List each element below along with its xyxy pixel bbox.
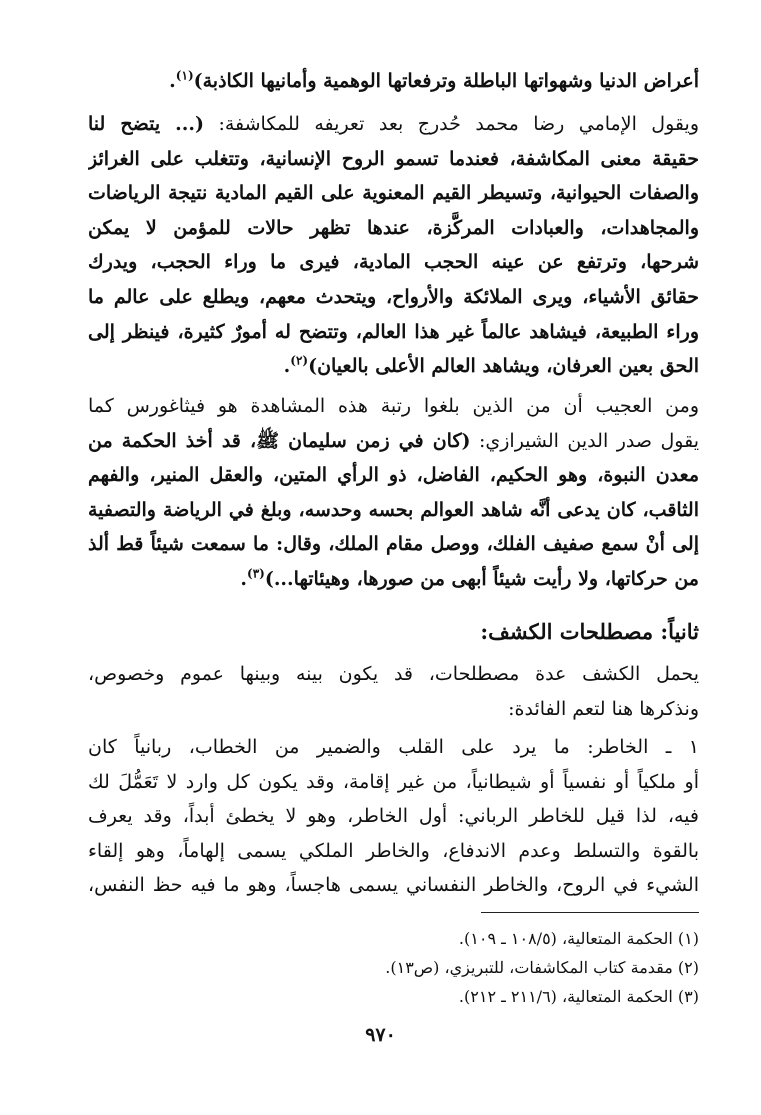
footnote-divider — [481, 912, 699, 913]
line-text: من حركاتها، ولا رأيت شيئاً أبهى من صورها، وهيئاتها...) — [264, 567, 699, 590]
line-tail: . — [169, 70, 176, 92]
text-line — [88, 389, 699, 424]
text-line — [88, 562, 699, 597]
text-line — [88, 868, 699, 903]
text-line — [88, 730, 699, 765]
line-pre: ١ ـ الخاطر: ما يرد على القلب والضمير من الخطاب، ربانياً كان — [88, 736, 699, 758]
text-line — [88, 245, 699, 280]
line-pre: ومن العجيب أن من الذين بلغوا رتبة هذه المشاهدة هو فيثاغورس كما — [88, 395, 699, 417]
footnote-1: (١) الحكمة المتعالية، (١٠٨/٥ ـ ١٠٩). — [458, 929, 699, 948]
line-text: حقائق الأشياء، ويرى الملائكة والأرواح، ويتحدث معهم، ويطلع على عالم ما — [88, 285, 699, 308]
footnote-ref: (٣) — [247, 566, 265, 581]
line-text: حقيقة معنى المكاشفة، فعندما تسمو الروح الإنسانية، وتتغلب على الغرائز — [88, 147, 699, 170]
paragraph-2 — [88, 107, 699, 384]
paragraph-3 — [88, 389, 699, 597]
paragraph-1 — [88, 64, 699, 99]
section-paragraph-1 — [88, 657, 699, 726]
line-text: الحق بعين العرفان، ويشاهد العالم الأعلى بالعيان) — [308, 355, 699, 378]
text-line — [88, 493, 699, 528]
text-line — [88, 834, 699, 869]
text-line — [88, 527, 699, 562]
footnote-3: (٣) الحكمة المتعالية، (٢١١/٦ ـ ٢١٢). — [458, 987, 699, 1006]
footnote-2: (٢) مقدمة كتاب المكاشفات، للتبريزي، (ص١٣). — [385, 958, 699, 977]
section-heading: ثانياً: مصطلحات الكشف: — [480, 619, 699, 644]
line-text: (كان في زمن سليمان ﷺ، قد أخذ الحكمة من — [88, 429, 471, 452]
page-number: ٩٧٠ — [365, 1024, 396, 1046]
text-line — [88, 765, 699, 800]
text-line — [88, 176, 699, 211]
text-line — [88, 799, 699, 834]
line-pre: الشيء في الروح، والخاطر النفساني يسمى هاجساً، وهو ما فيه حظ النفس، — [88, 874, 699, 897]
text-line — [88, 315, 699, 350]
line-pre: ونذكرها هنا لتعم الفائدة: — [508, 697, 699, 720]
text-line — [88, 142, 699, 177]
line-text: أعراض الدنيا وشهواتها الباطلة وترفعاتها الوهمية وأمانيها الكاذبة) — [193, 70, 699, 92]
line-pre: أو ملكياً أو نفسياً أو شيطانياً، من غير إقامة، وقد يكون كل وارد لا تَعَمُّلَ لك — [88, 770, 699, 793]
line-pre: فيه، لذا قيل للخاطر الرباني: أول الخاطر، وهو لا يخطئ أبداً، وقد يعرف — [88, 805, 699, 828]
line-pre: يحمل الكشف عدة مصطلحات، قد يكون بينه وبينها عموم وخصوص، — [88, 663, 699, 685]
line-text: شرحها، وترتفع عن عينه الحجب المادية، فيرى ما وراء الحجب، ويدرك — [88, 251, 699, 274]
text-line — [88, 64, 699, 99]
footnote-ref: (١) — [175, 68, 194, 83]
line-text: والمجاهدات، والعبادات المركَّزة، عندها تظهر حالات للمؤمن لا يمكن — [88, 216, 699, 239]
text-line — [88, 424, 699, 459]
text-line — [88, 692, 699, 727]
line-text: الثاقب، كان يدعى أنَّه شاهد العوالم بحسه وحدسه، وبلغ في الرياضة والتصفية — [88, 498, 699, 521]
line-text: معدن النبوة، وهو الحكيم، الفاضل، ذو الرأي المتين، والعقل المنير، والفهم — [88, 464, 699, 487]
text-line — [88, 107, 699, 142]
text-line — [88, 280, 699, 315]
text-line — [88, 458, 699, 493]
line-text: إلى أنْ سمع صفيف الفلك، ووصل مقام الملك، وقال: ما سمعت شيئاً قط ألذ — [88, 533, 699, 556]
line-text: والصفات الحيوانية، وتسيطر القيم المعنوية على القيم المادية نتيجة الرياضات — [88, 182, 699, 205]
line-pre: يقول صدر الدين الشيرازي: — [470, 429, 699, 452]
footnote-ref: (٢) — [290, 353, 309, 368]
footnotes — [88, 924, 699, 1011]
line-tail: . — [240, 567, 247, 590]
section-paragraph-2 — [88, 730, 699, 903]
line-tail: . — [283, 355, 291, 378]
line-text: (... يتضح لنا — [88, 113, 204, 135]
line-pre: بالقوة والتسلط وعدم الاندفاع، والخاطر الملكي يسمى إلهاماً، وهو إلقاء — [88, 839, 699, 862]
line-text: وراء الطبيعة، فيشاهد عالماً غير هذا العالم، وتتضح له أمورٌ كثيرة، فينظر إلى — [88, 320, 699, 343]
text-line — [88, 211, 699, 246]
text-line — [88, 349, 699, 384]
line-pre: ويقول الإمامي رضا محمد حُدرج بعد تعريفه للمكاشفة: — [203, 113, 699, 135]
text-line — [88, 657, 699, 692]
